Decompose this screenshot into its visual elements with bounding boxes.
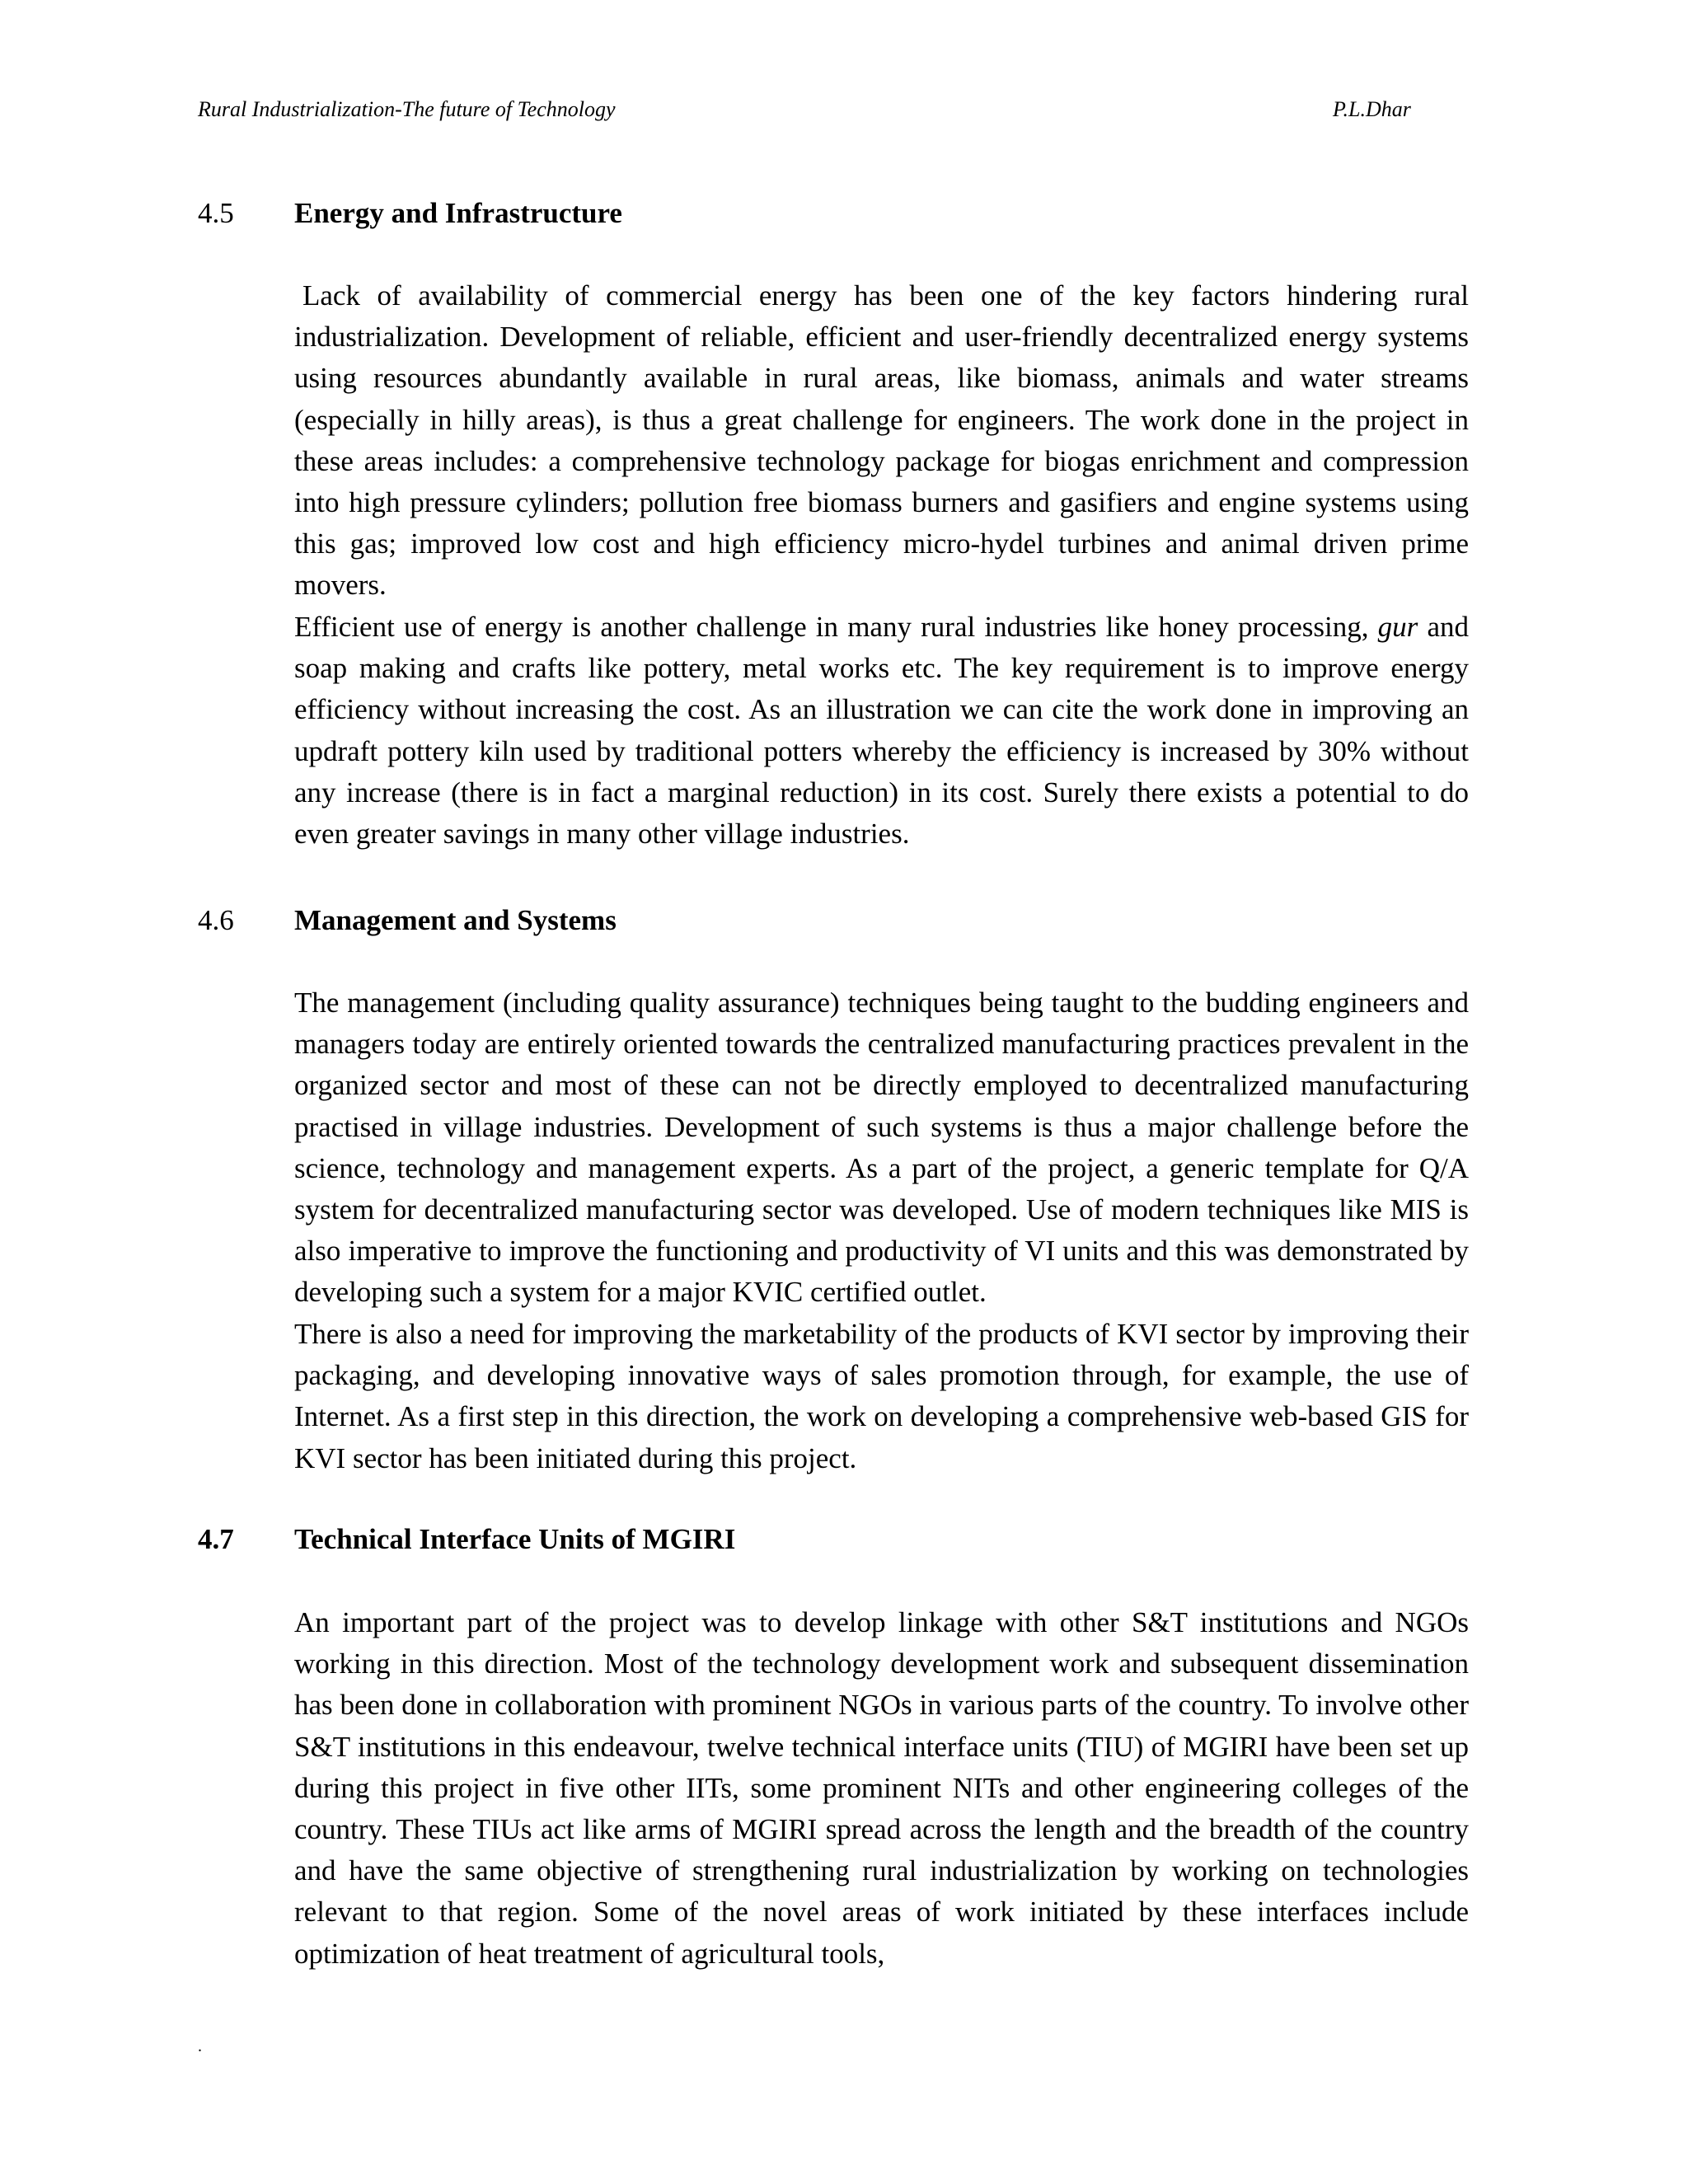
section-number: 4.5 bbox=[198, 197, 234, 229]
paragraph-text: The management (including quality assurance) techniques being taught to the budding engineers and managers today are entirely oriented towards the centralized manufacturing practices prevalent in the organized sector and most of these can not be directly employed to decentralized manufacturing practised in village industries. Development of such systems is thus a major challenge before the science, technology and management experts. As a part of the project, a generic template for Q/A system for decentralized manufacturing sector was developed. Use of modern techniques like MIS is also imperative to improve the functioning and productivity of VI units and this was demonstrated by developing such a system for a major KVIC certified outlet. bbox=[294, 987, 1469, 1309]
paragraph-text: Efficient use of energy is another challenge in many rural industries like honey processing, bbox=[294, 611, 1369, 643]
paragraph-text: and soap making and crafts like pottery, metal works etc. The key requirement is to improve energy efficiency without increasing the cost. As an illustration we can cite the work done in improving an updraft pottery kiln used by traditional potters whereby the efficiency is increased by 30% without any increase (there is in fact a marginal reduction) in its cost. Surely there exists a potential to do even greater savings in many other village industries. bbox=[294, 611, 1470, 851]
section-number: 4.6 bbox=[198, 904, 234, 936]
paragraph bbox=[294, 607, 1469, 855]
section-title: Management and Systems bbox=[294, 904, 617, 936]
section-title: Technical Interface Units of MGIRI bbox=[294, 1523, 736, 1555]
section-number: 4.7 bbox=[198, 1523, 234, 1555]
paragraph bbox=[294, 1602, 1469, 1975]
emphasis-text: gur bbox=[1377, 611, 1418, 643]
footer-mark: . bbox=[198, 2037, 202, 2055]
page-header bbox=[198, 97, 1418, 130]
header-author: P.L.Dhar bbox=[1333, 97, 1411, 121]
header-title: Rural Industrialization-The future of Technology bbox=[198, 97, 616, 121]
paragraph-text: An important part of the project was to develop linkage with other S&T institutions and NGOs working in this direction. Most of the technology development work and subsequent dissemination has been done in collaboration with prominent NGOs in various parts of the country. To involve other S&T institutions in this endeavour, twelve technical interface units (TIU) of MGIRI have been set up during this project in five other IITs, some prominent NITs and other engineering colleges of the country. These TIUs act like arms of MGIRI spread across the length and the breadth of the country and have the same objective of strengthening rural industrialization by working on technologies relevant to that region. Some of the novel areas of work initiated by these interfaces include optimization of heat treatment of agricultural tools, bbox=[294, 1606, 1469, 1970]
paragraph bbox=[294, 982, 1469, 1314]
paragraph bbox=[294, 275, 1469, 607]
paragraph-text: Lack of availability of commercial energy has been one of the key factors hindering rural industrialization. Development of reliable, efficient and user-friendly decentralized energy systems using resources abundantly available in rural areas, like biomass, animals and water streams (especially in hilly areas), is thus a great challenge for engineers. The work done in the project in these areas includes: a comprehensive technology package for biogas enrichment and compression into high pressure cylinders; pollution free biomass burners and gasifiers and engine systems using this gas; improved low cost and high efficiency micro-hydel turbines and animal driven prime movers. bbox=[294, 279, 1469, 602]
paragraph-text: There is also a need for improving the marketability of the products of KVI sector by improving their packaging, and developing innovative ways of sales promotion through, for example, the use of Internet. As a first step in this direction, the work on developing a comprehensive web-based GIS for KVI sector has been initiated during this project. bbox=[294, 1318, 1469, 1474]
section-title: Energy and Infrastructure bbox=[294, 197, 622, 229]
paragraph bbox=[294, 1314, 1469, 1479]
